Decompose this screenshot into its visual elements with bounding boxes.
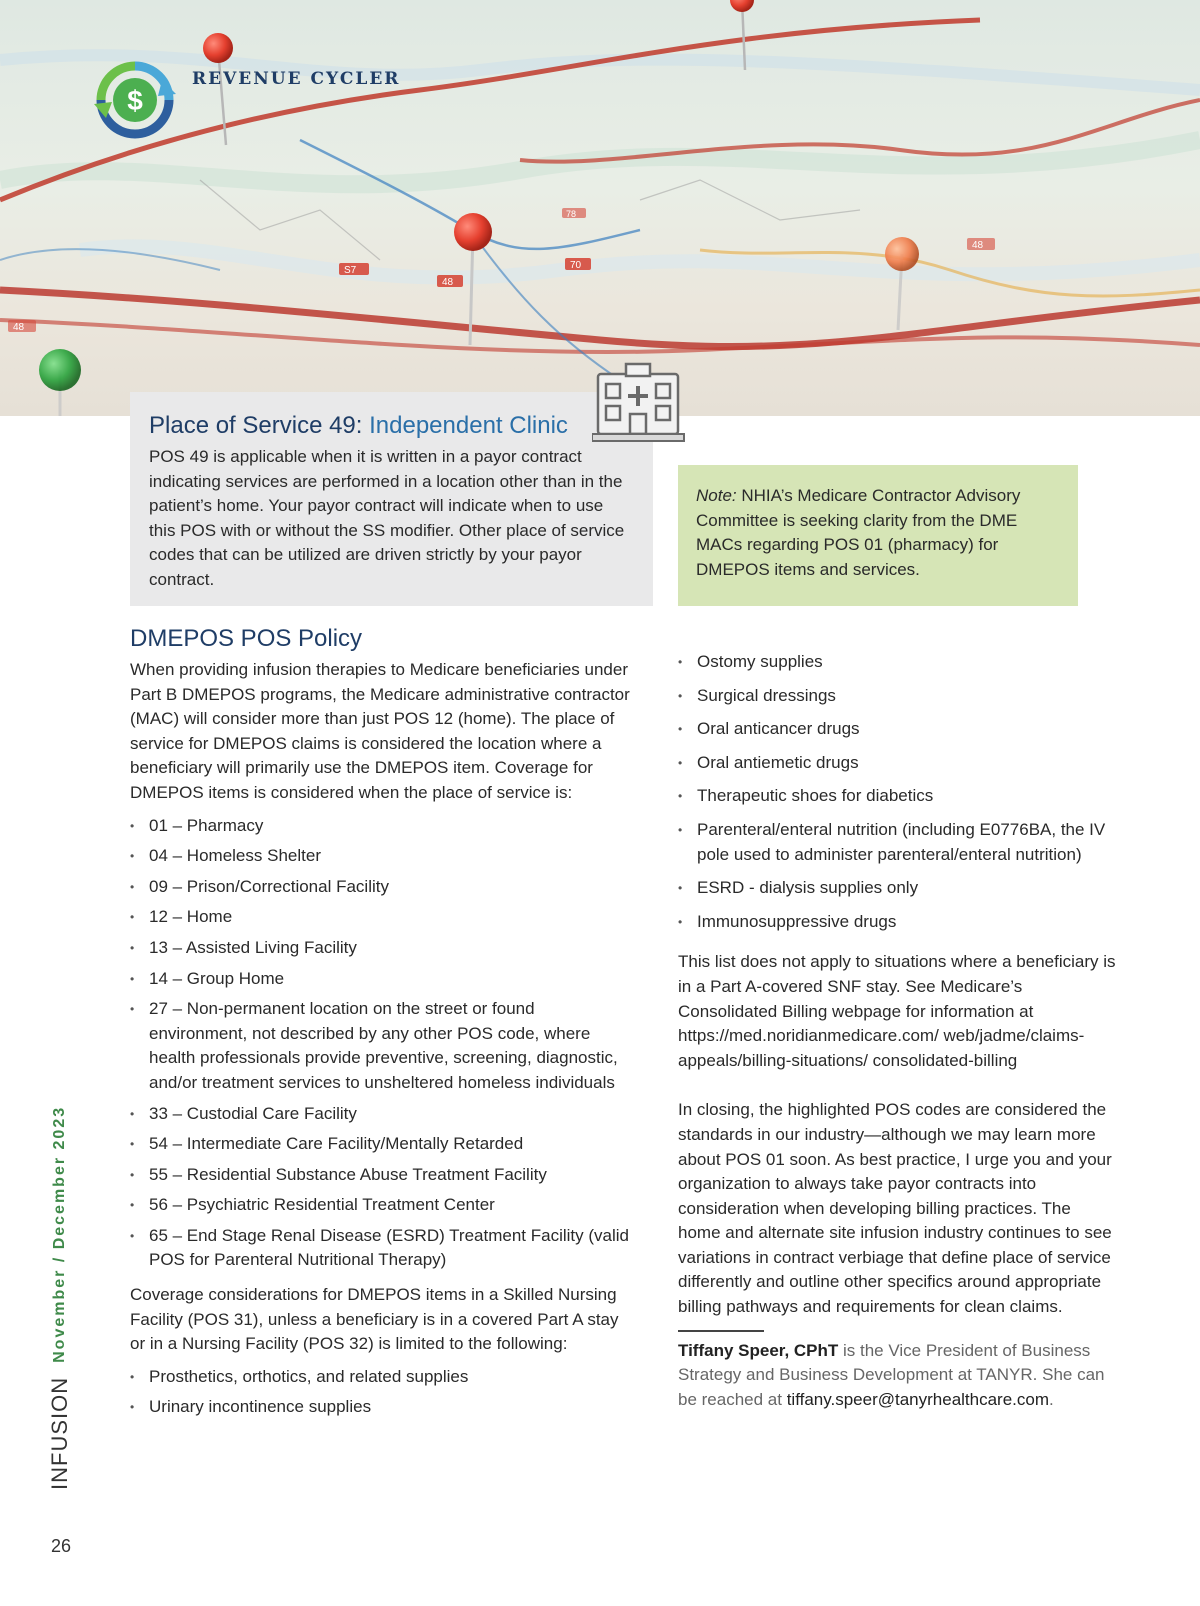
- list-item: • Urinary incontinence supplies: [130, 1395, 630, 1420]
- map-label-4: 78: [566, 209, 577, 219]
- snf-coverage-text: Coverage considerations for DMEPOS items in a Skilled Nursing Facility (POS 31), unless a beneficiary is in a covered Part A stay or in a Nursing Facility (POS 32) is limited to the following:: [130, 1285, 619, 1354]
- author-bio: [678, 1339, 1118, 1413]
- dmepos-heading: DMEPOS POS Policy: [130, 625, 363, 652]
- list-item: • 27 – Non-permanent location on the street or found environment, not described by any other POS code, where health professionals provide preventive, screening, diagnostic, and/or treatment services to unsheltered homeless individuals: [130, 997, 630, 1095]
- author-bio-text: is the Vice President of Business Strategy and Business Development at TANYR. She can be reached at: [678, 1340, 1105, 1409]
- list-item: • 33 – Custodial Care Facility: [130, 1102, 630, 1127]
- map-label-1: S7: [344, 265, 357, 276]
- list-item: • 12 – Home: [130, 905, 630, 930]
- list-item: • 54 – Intermediate Care Facility/Mentally Retarded: [130, 1132, 630, 1157]
- map-label-3: 70: [570, 260, 582, 271]
- list-item: • Therapeutic shoes for diabetics: [678, 784, 1118, 809]
- clinic-building-icon: [592, 362, 686, 446]
- snf-items-list-continued: [678, 650, 1118, 934]
- revenue-cycle-icon: [92, 60, 178, 140]
- hero-map-image: [0, 0, 1200, 416]
- map-label-2: 48: [442, 277, 454, 288]
- list-item: • 13 – Assisted Living Facility: [130, 936, 630, 961]
- section-label: REVENUE CYCLER: [192, 69, 401, 89]
- list-item: • 14 – Group Home: [130, 967, 630, 992]
- closing-paragraph: In closing, the highlighted POS codes are considered the standards in our industry—although we may learn more about POS 01 soon. As best practice, I urge you and your organization to always take payor contracts into consideration when developing billing practices. The home and alternate site infusion industry continues to see variations in contract verbiage that define place of service differently and outline other specifics around appropriate billing pathways and requirements for clean claims.: [678, 1100, 1112, 1317]
- list-item: • Surgical dressings: [678, 684, 1118, 709]
- map-label-5: 48: [972, 240, 984, 251]
- list-item: • Immunosuppressive drugs: [678, 910, 1118, 935]
- note-box: [678, 465, 1078, 606]
- list-item: • 56 – Psychiatric Residential Treatment Center: [130, 1193, 630, 1218]
- svg-text:$: $: [127, 85, 143, 116]
- right-column: [678, 650, 1118, 1412]
- author-email: tiffany.speer@tanyrhealthcare.com: [786, 1389, 1050, 1409]
- list-item: • 01 – Pharmacy: [130, 814, 630, 839]
- map-pin-green: [39, 349, 81, 391]
- note-text: [696, 484, 1060, 582]
- issue-date: November / December 2023: [51, 1105, 68, 1363]
- map-pin-red: [203, 33, 233, 63]
- snf-items-list: [130, 1365, 630, 1420]
- magazine-logo: INFUSION: [47, 1376, 72, 1490]
- pos49-sidebar-box: [130, 392, 653, 606]
- note-label: Note:: [696, 486, 737, 505]
- map-pin-orange: [885, 237, 919, 271]
- map-illustration: [0, 0, 1200, 416]
- author-bio-end: .: [1049, 1389, 1054, 1409]
- pos-code-list: [130, 814, 630, 1274]
- pos49-title-prefix: Place of Service 49:: [149, 412, 370, 439]
- map-pin-red: [454, 213, 492, 251]
- pos49-body: POS 49 is applicable when it is written in a payor contract indicating services are performed in a location other than in the patient’s home. Your payor contract will indicate when to use this POS with or without the SS modifier. Other place of service codes that can be utilized are driven strictly by your payor contract.: [149, 447, 625, 589]
- list-item: • 65 – End Stage Renal Disease (ESRD) Treatment Facility (valid POS for Parenteral Nutritional Therapy): [130, 1224, 630, 1273]
- left-column: [130, 624, 630, 1426]
- magazine-side-footer: [44, 1070, 76, 1490]
- list-item: • 55 – Residential Substance Abuse Treatment Facility: [130, 1163, 630, 1188]
- list-item: • 09 – Prison/Correctional Facility: [130, 875, 630, 900]
- note-body: NHIA’s Medicare Contractor Advisory Committee is seeking clarity from the DME MACs regarding POS 01 (pharmacy) for DMEPOS items and services.: [696, 486, 1021, 579]
- dmepos-intro: When providing infusion therapies to Medicare beneficiaries under Part B DMEPOS programs, the Medicare administrative contractor (MAC) will consider more than just POS 12 (home). The place of service for DMEPOS claims is considered the location where a beneficiary will primarily use the DMEPOS item. Coverage for DMEPOS items is considered when the place of service is:: [130, 660, 630, 802]
- list-item: • Ostomy supplies: [678, 650, 1118, 675]
- list-item: • 04 – Homeless Shelter: [130, 844, 630, 869]
- consolidated-billing-note: This list does not apply to situations where a beneficiary is in a Part A-covered SNF stay. See Medicare’s Consolidated Billing webpage for information at https://med.noridianmedicare.com/ web/jadme/claims-appeals/billing-situations/ consolidated-billing: [678, 952, 1116, 1070]
- list-item: • Oral antiemetic drugs: [678, 751, 1118, 776]
- list-item: • ESRD - dialysis supplies only: [678, 876, 1118, 901]
- page-number: 26: [51, 1536, 72, 1556]
- list-item: • Oral anticancer drugs: [678, 717, 1118, 742]
- pos49-title-accent: Independent Clinic: [369, 412, 568, 439]
- list-item: • Parenteral/enteral nutrition (including E0776BA, the IV pole used to administer parenteral/enteral nutrition): [678, 818, 1118, 867]
- map-pin-red: [730, 0, 754, 12]
- author-name: Tiffany Speer, CPhT: [678, 1340, 839, 1360]
- map-label-6: 48: [13, 322, 25, 333]
- pos49-title: [149, 412, 633, 440]
- author-divider: [678, 1330, 764, 1332]
- list-item: • Prosthetics, orthotics, and related supplies: [130, 1365, 630, 1390]
